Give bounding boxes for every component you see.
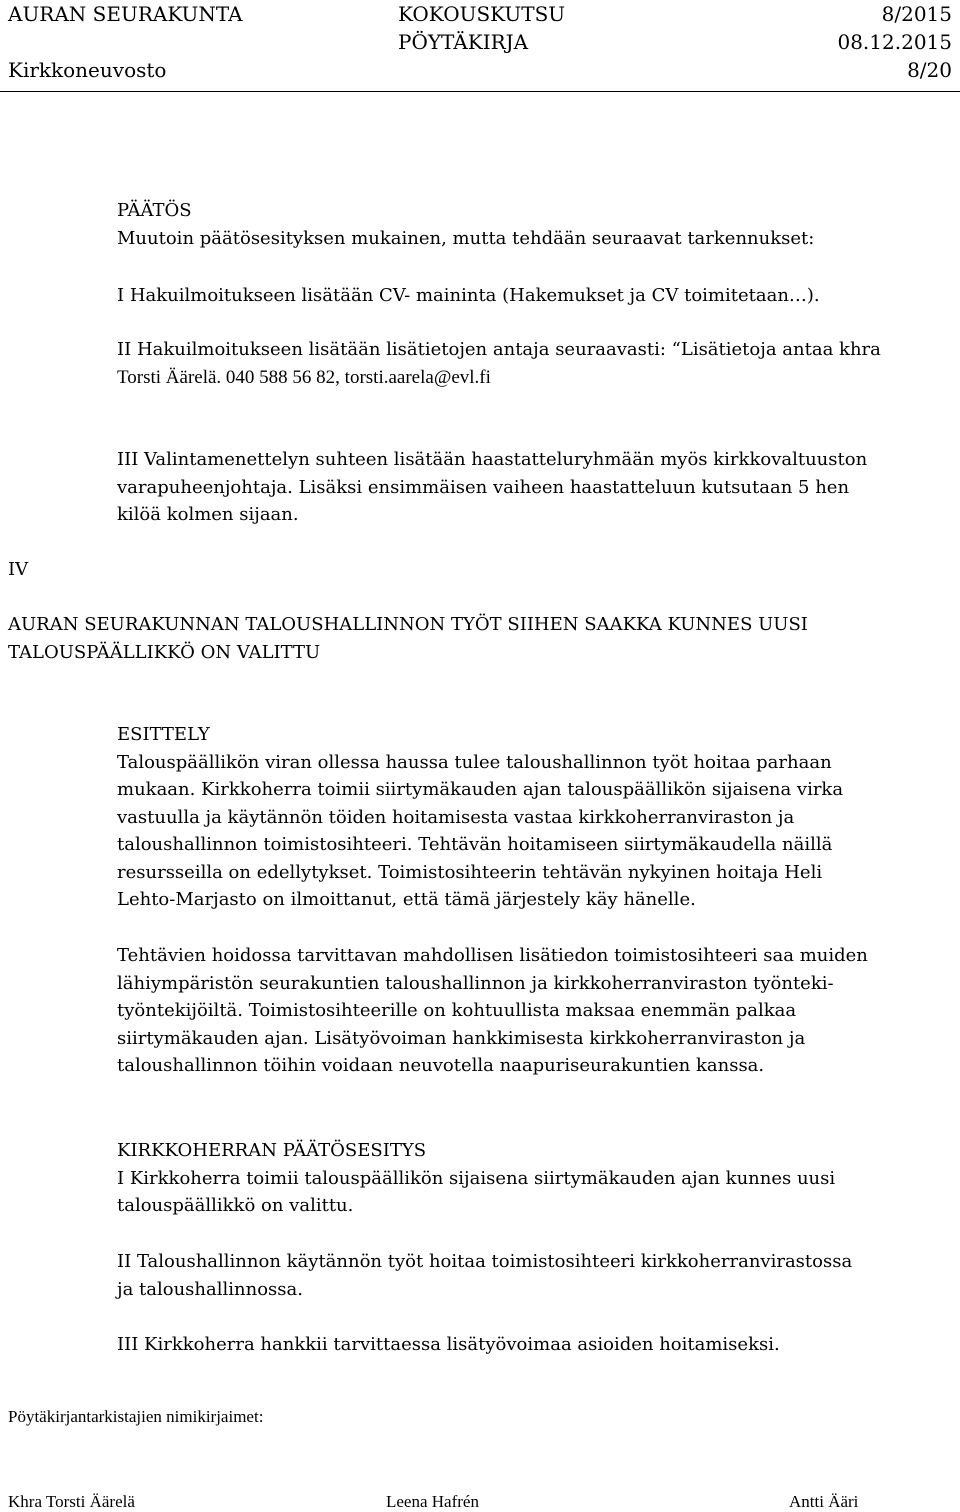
signer-1: Khra Torsti Äärelä (8, 1492, 135, 1511)
proposal-heading: KIRKKOHERRAN PÄÄTÖSESITYS (117, 1140, 427, 1161)
decision-item-3-line-1: III Valintamenettelyn suhteen lisätään haastatteluryhmään myös kirkkovaltuuston (117, 449, 868, 470)
paragraph-line: työntekijöiltä. Toimistosihteerille on kohtuullista maksaa enemmän palkaa (117, 1000, 797, 1021)
presentation-heading: ESITTELY (117, 724, 210, 745)
decision-item-1-text: I Hakuilmoitukseen lisätään CV- maininta (Hakemukset ja CV toimitetaan…). (117, 285, 820, 306)
paragraph-line: Tehtävien hoidossa tarvittavan mahdollisen lisätiedon toimistosihteeri saa muiden (117, 945, 868, 966)
presentation-line: resursseilla on edellytykset. Toimistosihteerin tehtävän nykyinen hoitaja Heli (117, 861, 823, 883)
decision-item-2-line-1: II Hakuilmoitukseen lisätään lisätietojen antaja seuraavasti: “Lisätietoja antaa khra (117, 339, 881, 360)
section-title-line-2: TALOUSPÄÄLLIKKÖ ON VALITTU (8, 642, 321, 663)
presentation-line: vastuulla ja käytännön töiden hoitamisesta vastaa kirkkoherranviraston ja (117, 806, 795, 828)
decision-item-1 (117, 282, 953, 310)
decision-intro: Muutoin päätösesityksen mukainen, mutta tehdään seuraavat tarkennukset: (117, 227, 815, 249)
presentation-section (117, 721, 953, 914)
decision-item-3 (117, 446, 953, 529)
organization-name: AURAN SEURAKUNTA (8, 2, 243, 26)
meeting-date: 08.12.2015 (837, 30, 952, 54)
decision-section (117, 197, 953, 252)
proposal-3 (117, 1331, 953, 1359)
decision-item-3-line-3: kilöä kolmen sijaan. (117, 504, 299, 525)
meeting-number: 8/2015 (881, 2, 952, 26)
proposal-2-line-2: ja taloushallinnossa. (117, 1278, 303, 1300)
decision-item-2 (117, 336, 953, 391)
signer-2: Leena Hafrén (386, 1492, 479, 1511)
board-name: Kirkkoneuvosto (8, 58, 167, 82)
presentation-line: taloushallinnon toimistosihteeri. Tehtävän hoitamiseen siirtymäkaudella näillä (117, 834, 833, 855)
reviewers-label: Pöytäkirjantarkistajien nimikirjaimet: (8, 1407, 264, 1426)
decision-item-2-line-2: Torsti Äärelä. 040 588 56 82, torsti.aarela@evl.fi (117, 366, 491, 388)
presentation-line: Lehto-Marjasto on ilmoittanut, että tämä järjestely käy hänelle. (117, 889, 696, 910)
header-divider (0, 91, 960, 92)
decision-heading: PÄÄTÖS (117, 200, 192, 221)
presentation-paragraph-2 (117, 942, 953, 1080)
proposal-3-text: III Kirkkoherra hankkii tarvittaessa lisätyövoimaa asioiden hoitamiseksi. (117, 1334, 780, 1355)
paragraph-line: lähiympäristön seurakuntien taloushallinnon ja kirkkoherranviraston työnteki- (117, 972, 834, 994)
signer-3: Antti Ääri (789, 1492, 859, 1511)
section-title-line-1: AURAN SEURAKUNNAN TALOUSHALLINNON TYÖT SIIHEN SAAKKA KUNNES UUSI (8, 614, 808, 635)
decision-item-3-line-2: varapuheenjohtaja. Lisäksi ensimmäisen vaiheen haastatteluun kutsutaan 5 hen (117, 476, 850, 498)
section-title (8, 611, 808, 667)
proposal-section (117, 1137, 953, 1220)
presentation-line: mukaan. Kirkkoherra toimii siirtymäkauden ajan talouspäällikön sijaisena virka (117, 779, 844, 800)
proposal-1-line-2: talouspäällikkö on valittu. (117, 1195, 354, 1216)
document-type-invitation: KOKOUSKUTSU (398, 2, 566, 26)
paragraph-line: taloushallinnon töihin voidaan neuvotella naapuriseurakuntien kanssa. (117, 1055, 765, 1076)
proposal-1-line-1: I Kirkkoherra toimii talouspäällikön sijaisena siirtymäkauden ajan kunnes uusi (117, 1167, 836, 1189)
proposal-2 (117, 1248, 953, 1303)
paragraph-line: siirtymäkauden ajan. Lisätyövoiman hankkimisesta kirkkoherranviraston ja (117, 1027, 806, 1049)
proposal-2-line-1: II Taloushallinnon käytännön työt hoitaa toimistosihteeri kirkkoherranvirastossa (117, 1251, 853, 1272)
document-type-minutes: PÖYTÄKIRJA (398, 30, 529, 54)
page-number: 8/20 (907, 58, 952, 82)
section-number: IV (8, 559, 29, 580)
presentation-line: Talouspäällikön viran ollessa haussa tulee taloushallinnon työt hoitaa parhaan (117, 751, 832, 773)
